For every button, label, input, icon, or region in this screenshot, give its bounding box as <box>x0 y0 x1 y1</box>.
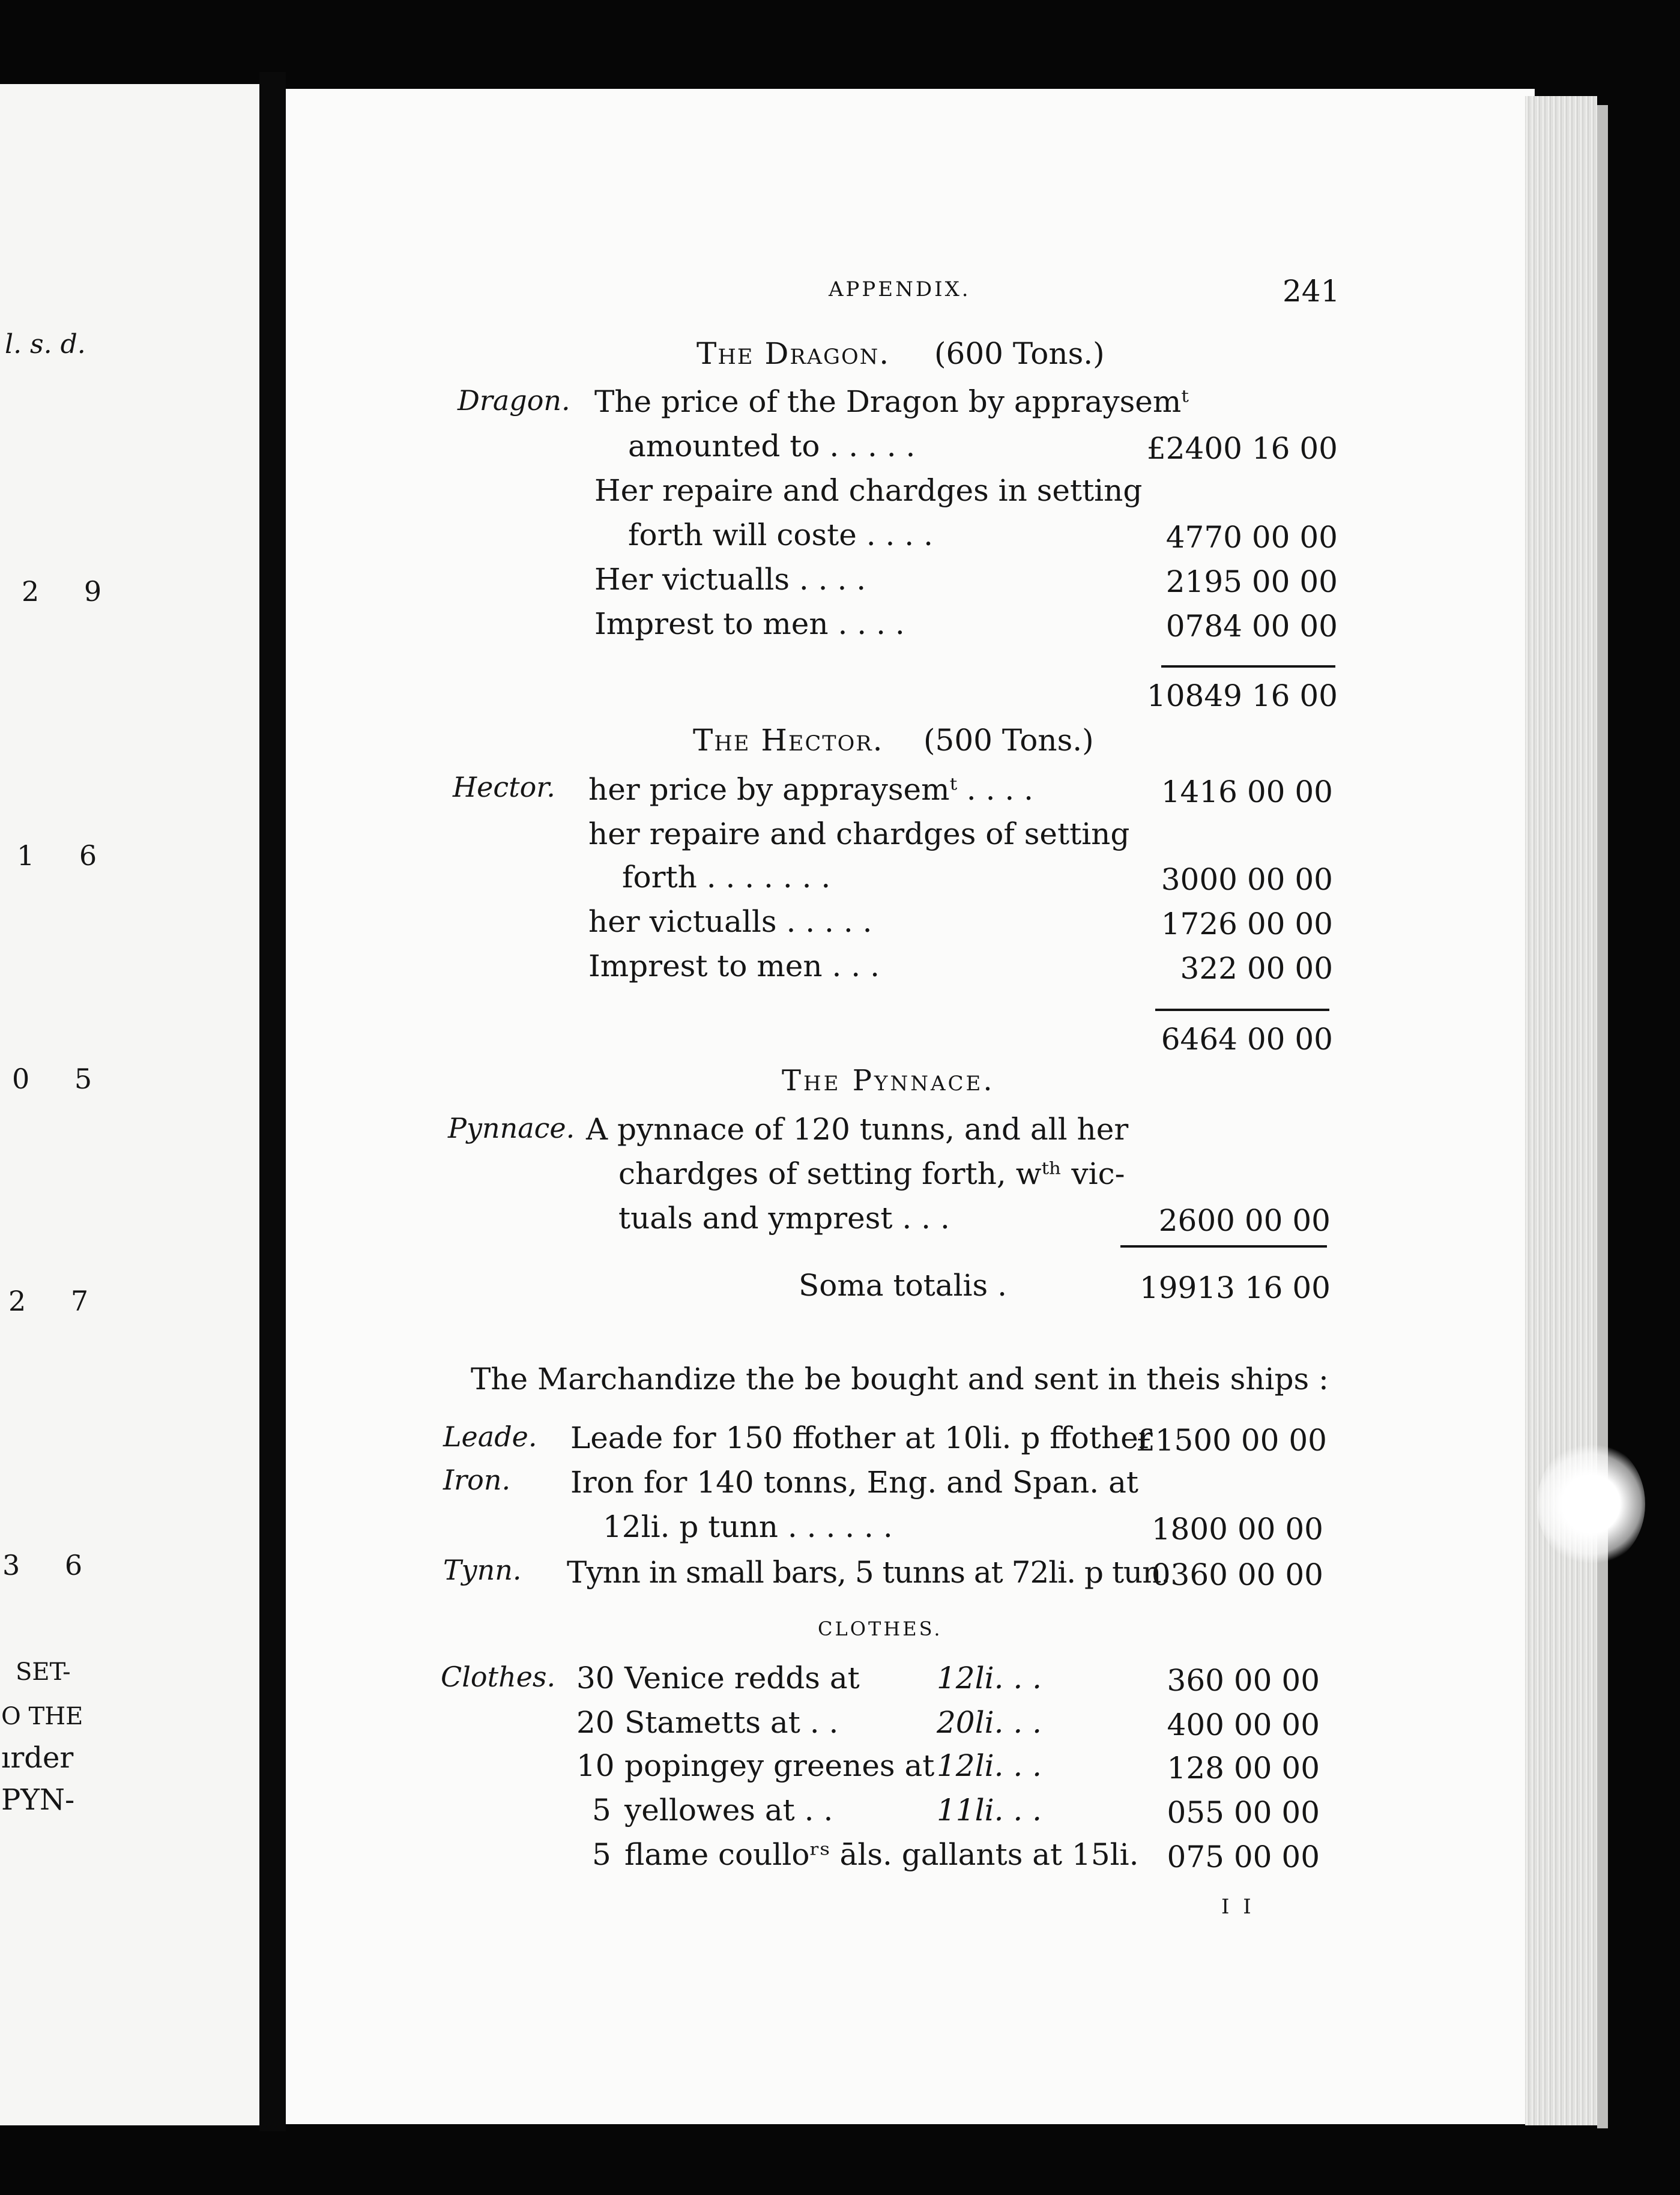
dragon-amount: 0784 00 00 <box>1165 609 1338 644</box>
left-facing-page <box>0 84 259 2125</box>
marchandize-margin-label: Leade. <box>443 1421 537 1453</box>
clothes-item: Stametts at . . <box>624 1705 839 1740</box>
dragon-line: The price of the Dragon by appraysemᵗ <box>594 384 1189 419</box>
hector-total: 6464 00 00 <box>1161 1022 1333 1057</box>
page-number: 241 <box>1283 274 1340 309</box>
dragon-tons: (600 Tons.) <box>934 336 1105 371</box>
dragon-margin-label: Dragon. <box>458 384 570 417</box>
left-page-heading: l. s. d. <box>5 329 86 360</box>
running-title: APPENDIX. <box>829 277 971 301</box>
soma-amount: 19913 16 00 <box>1139 1270 1331 1305</box>
clothes-qty: 10 <box>576 1748 615 1783</box>
page-edge-shadow <box>1597 105 1608 2128</box>
marchandize-margin-label: Iron. <box>443 1464 511 1496</box>
paper-stain <box>1537 1441 1645 1567</box>
left-text-line: SET- <box>16 1658 71 1686</box>
clothes-item: popingey greenes at <box>624 1748 935 1783</box>
soma-label: Soma totalis . <box>799 1268 1007 1303</box>
clothes-amount: 128 00 00 <box>1167 1751 1320 1786</box>
hector-amount: 322 00 00 <box>1180 951 1333 986</box>
hector-tons: (500 Tons.) <box>923 723 1094 758</box>
pynnace-line: A pynnace of 120 tunns, and all her <box>586 1112 1129 1147</box>
marchandize-line: 12li. p tunn . . . . . . <box>603 1509 893 1544</box>
marchandize-amount: 0360 00 00 <box>1151 1557 1323 1592</box>
pynnace-amount: 2600 00 00 <box>1158 1203 1331 1238</box>
dragon-line: forth will coste . . . . <box>628 518 933 552</box>
hector-title: The Hector. <box>693 723 884 758</box>
clothes-item: yellowes at . . <box>624 1793 833 1828</box>
hector-line: her repaire and chardges of setting <box>588 817 1130 851</box>
dragon-total-rule <box>1161 665 1335 668</box>
hector-line: her price by appraysemᵗ . . . . <box>588 772 1034 807</box>
pynnace-margin-label: Pynnace. <box>448 1112 575 1144</box>
clothes-amount: 055 00 00 <box>1167 1795 1320 1830</box>
marchandize-margin-label: Tynn. <box>443 1554 522 1586</box>
left-value: 2 9 <box>22 575 120 608</box>
left-value: 0 5 <box>12 1063 110 1095</box>
hector-amount: 1416 00 00 <box>1161 774 1333 809</box>
dragon-line: amounted to . . . . . <box>628 429 916 463</box>
hector-total-rule <box>1155 1009 1329 1011</box>
clothes-amount: 360 00 00 <box>1167 1663 1320 1698</box>
left-text-line: PYN- <box>1 1783 75 1817</box>
clothes-item: flame coulloʳˢ āls. gallants at 15li. <box>624 1837 1139 1872</box>
clothes-rate: 20li. . . <box>937 1705 1042 1740</box>
book-gutter <box>259 72 286 2131</box>
hector-line: her victualls . . . . . <box>588 904 872 939</box>
dragon-line: Imprest to men . . . . <box>594 606 905 641</box>
marchandize-amount: 1800 00 00 <box>1151 1512 1323 1547</box>
clothes-rate: 11li. . . <box>937 1793 1042 1828</box>
marchandize-line: Leade for 150 ffother at 10li. p ffother <box>570 1421 1153 1455</box>
marchandize-line: Tynn in small bars, 5 tunns at 72li. p tun. <box>567 1555 1170 1590</box>
soma-rule <box>1120 1245 1327 1248</box>
left-text-line: O THE <box>1 1703 83 1730</box>
clothes-qty: 5 <box>592 1793 611 1828</box>
dragon-total: 10849 16 00 <box>1146 678 1338 713</box>
left-value: 2 7 <box>8 1285 107 1317</box>
dragon-amount: 2195 00 00 <box>1165 564 1338 599</box>
pynnace-line: chardges of setting forth, wᵗʰ vic- <box>618 1156 1125 1191</box>
pynnace-title: The Pynnace. <box>782 1064 995 1098</box>
clothes-qty: 20 <box>576 1705 615 1740</box>
clothes-rate: 12li. . . <box>937 1661 1042 1695</box>
marchandize-line: Iron for 140 tonns, Eng. and Span. at <box>570 1465 1138 1500</box>
marchandize-heading: The Marchandize the be bought and sent in theis ships : <box>471 1362 1329 1396</box>
signature-mark: I I <box>1221 1895 1255 1919</box>
hector-margin-label: Hector. <box>453 771 555 803</box>
clothes-qty: 30 <box>576 1661 615 1695</box>
marchandize-amount: £1500 00 00 <box>1135 1423 1327 1458</box>
hector-line: Imprest to men . . . <box>588 949 880 983</box>
hector-line: forth . . . . . . . <box>622 860 831 895</box>
left-value: 3 6 <box>2 1549 101 1581</box>
page-edges <box>1525 96 1597 2125</box>
clothes-amount: 400 00 00 <box>1167 1707 1320 1742</box>
dragon-line: Her victualls . . . . <box>594 562 866 597</box>
clothes-qty: 5 <box>592 1837 611 1872</box>
clothes-margin-label: Clothes. <box>441 1661 556 1693</box>
clothes-rate: 12li. . . <box>937 1748 1042 1783</box>
left-value: 1 6 <box>17 839 115 872</box>
clothes-item: Venice redds at <box>624 1661 860 1695</box>
pynnace-line: tuals and ymprest . . . <box>618 1201 950 1236</box>
dragon-line: Her repaire and chardges in setting <box>594 473 1143 508</box>
dragon-amount: £2400 16 00 <box>1146 431 1338 466</box>
left-text-line: ırder <box>1 1741 74 1775</box>
hector-amount: 3000 00 00 <box>1161 862 1333 897</box>
clothes-heading: CLOTHES. <box>818 1617 943 1640</box>
clothes-amount: 075 00 00 <box>1167 1840 1320 1874</box>
hector-amount: 1726 00 00 <box>1161 907 1333 941</box>
dragon-title: The Dragon. <box>696 336 890 371</box>
dragon-amount: 4770 00 00 <box>1165 520 1338 555</box>
